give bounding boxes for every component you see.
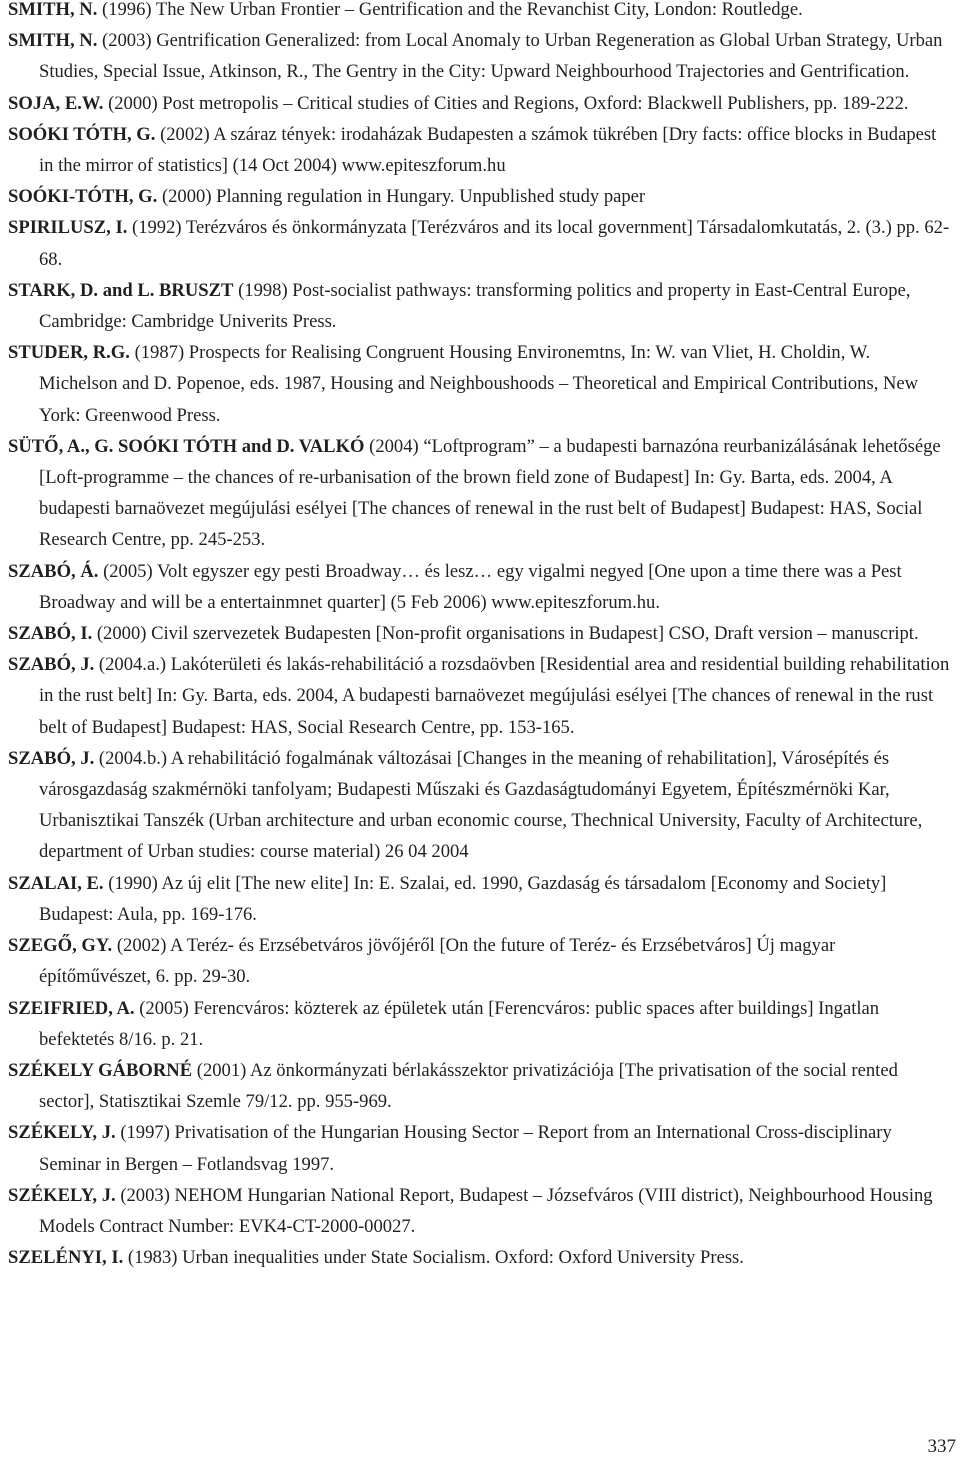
reference-author: SZABÓ, J. xyxy=(8,654,95,676)
reference-entry xyxy=(8,1242,952,1273)
reference-author: SZABÓ, J. xyxy=(8,747,95,769)
reference-entry xyxy=(8,1117,952,1179)
reference-author: SZÉKELY, J. xyxy=(8,1122,116,1144)
reference-entry xyxy=(8,556,952,618)
reference-entry xyxy=(8,275,952,337)
reference-entry xyxy=(8,212,952,274)
reference-text: (2001) Az önkormányzati bérlakásszektor privatizációja [The privatisation of the social rented sector], Statisztikai Szemle 79/12. pp. 955-969. xyxy=(39,1059,898,1113)
reference-entry xyxy=(8,649,952,743)
reference-author: SÜTŐ, A., G. SOÓKI TÓTH and D. VALKÓ xyxy=(8,435,365,457)
reference-entry xyxy=(8,1180,952,1242)
reference-text: (2004.b.) A rehabilitáció fogalmának változásai [Changes in the meaning of rehabilitation], Városépítés és városgazdaság szakmérnöki tanfolyam; Budapesti Műszaki és Gazdaságtudományi Egyetem, Építészmérnöki Kar, Urbanisztikai Tanszék (Urban architecture and urban economic course, Thechnical University, Faculty of Architecture, department of Urban studies: course material) 26 04 2004 xyxy=(39,747,923,863)
reference-author: SZEGŐ, GY. xyxy=(8,935,113,957)
reference-entry xyxy=(8,743,952,868)
reference-text: (1997) Privatisation of the Hungarian Housing Sector – Report from an International Cross-disciplinary Seminar in Bergen – Fotlandsvag 1997. xyxy=(39,1122,892,1175)
reference-text: (2003) NEHOM Hungarian National Report, Budapest – Józsefváros (VIII district), Neighbourhood Housing Models Contract Number: EVK4-CT-2000-00027. xyxy=(39,1184,933,1237)
reference-author: SOÓKI TÓTH, G. xyxy=(8,123,156,145)
reference-entry xyxy=(8,1055,952,1117)
reference-author: SMITH, N. xyxy=(8,30,98,52)
reference-text: (1990) Az új elit [The new elite] In: E. Szalai, ed. 1990, Gazdaság és társadalom [Economy and Society] Budapest: Aula, pp. 169-176. xyxy=(39,872,887,925)
reference-entry xyxy=(8,618,952,649)
reference-entry xyxy=(8,868,952,930)
reference-author: SZABÓ, Á. xyxy=(8,560,99,582)
reference-entry xyxy=(8,431,952,556)
reference-author: SZÉKELY GÁBORNÉ xyxy=(8,1059,193,1081)
reference-author: SZÉKELY, J. xyxy=(8,1184,116,1206)
reference-author: SMITH, N. xyxy=(8,0,98,20)
reference-author: SZALAI, E. xyxy=(8,872,104,894)
reference-entry xyxy=(8,181,952,212)
page-number: 337 xyxy=(927,1436,956,1457)
reference-author: STARK, D. and L. BRUSZT xyxy=(8,279,234,301)
reference-author: SZEIFRIED, A. xyxy=(8,997,135,1019)
reference-text: (2005) Ferencváros: közterek az épületek után [Ferencváros: public spaces after buildings] Ingatlan befektetés 8/16. p. 21. xyxy=(39,997,880,1050)
reference-text: (2004.a.) Lakóterületi és lakás-rehabilitáció a rozsdaövben [Residential area and residential building rehabilitation in the rust belt] In: Gy. Barta, eds. 2004, A budapesti barnaövezet megújulási esélyei [The chances of renewal in the rust belt of Budapest] Budapest: HAS, Social Research Centre, pp. 153-165. xyxy=(39,654,950,738)
reference-author: SPIRILUSZ, I. xyxy=(8,217,128,239)
reference-entry xyxy=(8,0,952,25)
reference-entry xyxy=(8,119,952,181)
reference-author: SZELÉNYI, I. xyxy=(8,1247,124,1269)
reference-entry xyxy=(8,337,952,431)
reference-entry xyxy=(8,25,952,87)
reference-text: (2002) A Teréz- és Erzsébetváros jövőjéről [On the future of Teréz- és Erzsébetváros] Új magyar építőművészet, 6. pp. 29-30. xyxy=(39,935,836,988)
reference-text: (2000) Post metropolis – Critical studies of Cities and Regions, Oxford: Blackwell Publishers, pp. 189-222. xyxy=(103,92,909,114)
reference-author: STUDER, R.G. xyxy=(8,342,130,364)
reference-text: (2002) A száraz tények: irodaházak Budapesten a számok tükrében [Dry facts: office blocks in Budapest in the mirror of statistics] (14 Oct 2004) www.epiteszforum.hu xyxy=(39,123,937,177)
reference-text: (2000) Planning regulation in Hungary. Unpublished study paper xyxy=(157,186,646,208)
reference-list xyxy=(8,0,952,1273)
reference-text: (1998) Post-socialist pathways: transforming politics and property in East-Central Europe, Cambridge: Cambridge Univerits Press. xyxy=(39,279,911,333)
reference-text: (2000) Civil szervezetek Budapesten [Non-profit organisations in Budapest] CSO, Draft version – manuscript. xyxy=(92,623,919,645)
reference-text: (2003) Gentrification Generalized: from Local Anomaly to Urban Regeneration as Global Urban Strategy, Urban Studies, Special Issue, Atkinson, R., The Gentry in the City: Upward Neighbourhood Trajectories and Gentrification. xyxy=(39,30,943,83)
reference-text: (1992) Terézváros és önkormányzata [Terézváros and its local government] Társadalomkutatás, 2. (3.) pp. 62-68. xyxy=(39,217,950,270)
reference-author: SOÓKI-TÓTH, G. xyxy=(8,186,158,208)
reference-author: SOJA, E.W. xyxy=(8,92,104,114)
reference-entry xyxy=(8,993,952,1055)
reference-author: SZABÓ, I. xyxy=(8,623,93,645)
reference-entry xyxy=(8,88,952,119)
reference-entry xyxy=(8,930,952,992)
reference-text: (2005) Volt egyszer egy pesti Broadway… és lesz… egy vigalmi negyed [One upon a time there was a Pest Broadway and will be a entertainmnet quarter] (5 Feb 2006) www.epiteszforum.hu. xyxy=(39,560,902,613)
reference-text: (1996) The New Urban Frontier – Gentrification and the Revanchist City, London: Routledge. xyxy=(97,0,803,20)
reference-text: (1983) Urban inequalities under State Socialism. Oxford: Oxford University Press. xyxy=(123,1247,744,1269)
reference-text: (1987) Prospects for Realising Congruent Housing Environemtns, In: W. van Vliet, H. Choldin, W. Michelson and D. Popenoe, eds. 1987, Housing and Neighboushoods – Theoretical and Empirical Contributions, New York: Greenwood Press. xyxy=(39,342,919,426)
reference-text: (2004) “Loftprogram” – a budapesti barnazóna reurbanizálásának lehetősége [Loft-programme – the chances of re-urbanisation of the brown field zone of Budapest] In: Gy. Barta, eds. 2004, A budapesti barnaövezet megújulási esélyei [The chances of renewal in the rust belt of Budapest] Budapest: HAS, Social Research Centre, pp. 245-253. xyxy=(39,435,941,551)
